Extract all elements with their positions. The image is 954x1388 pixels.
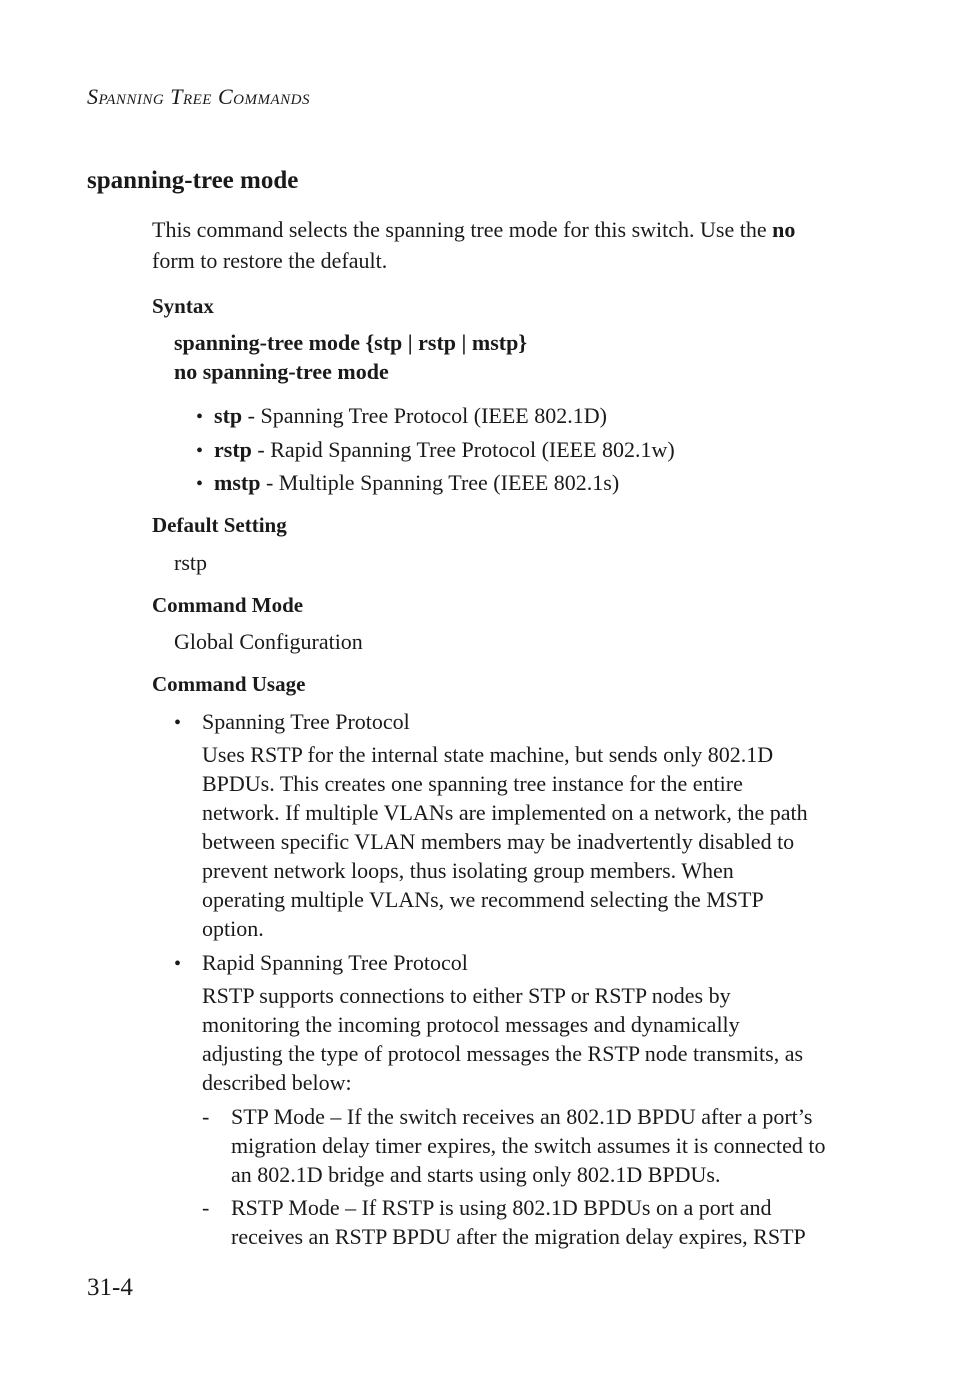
sub-bullet-1-line-2: migration delay timer expires, the switch assumes it is connected to [231,1133,826,1158]
intro-line-2: form to restore the default. [152,248,388,273]
running-head: Spanning Tree Commands [87,84,310,109]
option-desc: - Spanning Tree Protocol (IEEE 802.1D) [242,403,607,428]
usage-bullet-2 [174,948,181,980]
option-term: mstp [214,470,261,495]
usage-bullet-2-line-1: RSTP supports connections to either STP or RSTP nodes by [202,983,731,1008]
sub-bullet-2-line-1: RSTP Mode – If RSTP is using 802.1D BPDUs on a port and [231,1195,772,1220]
page-number: 31-4 [87,1274,133,1301]
command-mode-heading: Command Mode [152,593,304,617]
syntax-option-rstp [196,435,675,467]
bullet-icon: • [196,406,204,428]
usage-bullet-1-line-5: prevent network loops, thus isolating group members. When [202,858,734,883]
default-setting-value: rstp [174,550,207,575]
bullet-icon: • [196,440,204,462]
usage-bullet-1-line-2: BPDUs. This creates one spanning tree instance for the entire [202,771,743,796]
syntax-line-2: no spanning-tree mode [174,359,389,384]
command-usage-heading: Command Usage [152,672,306,696]
bullet-icon: • [174,953,182,975]
usage-bullet-1-line-4: between specific VLAN members may be inadvertently disabled to [202,829,795,854]
sub-bullet-dash-1: - [202,1104,210,1129]
usage-bullet-1 [174,707,181,739]
option-desc: - Multiple Spanning Tree (IEEE 802.1s) [260,470,620,495]
intro-line-1 [152,215,795,245]
usage-bullet-1-title: Spanning Tree Protocol [202,709,410,734]
syntax-option-stp [196,401,607,433]
usage-bullet-2-line-3: adjusting the type of protocol messages the RSTP node transmits, as [202,1041,804,1066]
option-desc: - Rapid Spanning Tree Protocol (IEEE 802.1w) [251,437,675,462]
usage-bullet-1-line-6: operating multiple VLANs, we recommend selecting the MSTP [202,887,764,912]
usage-bullet-2-line-2: monitoring the incoming protocol messages and dynamically [202,1012,740,1037]
syntax-line-1 [174,328,527,358]
intro-text: This command selects the spanning tree mode for this switch. Use the [152,217,773,242]
syntax-command: spanning-tree mode [174,330,360,355]
usage-bullet-2-title: Rapid Spanning Tree Protocol [202,950,468,975]
intro-no-keyword: no [772,217,796,242]
usage-bullet-2-line-4: described below: [202,1070,352,1095]
page-title: spanning-tree mode [87,167,299,194]
sub-bullet-dash-2: - [202,1195,210,1220]
sub-bullet-2-line-2: receives an RSTP BPDU after the migration delay expires, RSTP [231,1224,806,1249]
sub-bullet-1-line-1: STP Mode – If the switch receives an 802.1D BPDU after a port’s [231,1104,813,1129]
option-term: stp [214,403,243,428]
bullet-icon: • [174,712,182,734]
usage-bullet-1-line-3: network. If multiple VLANs are implemented on a network, the path [202,800,808,825]
syntax-arguments: {stp | rstp | mstp} [360,330,527,355]
usage-bullet-1-line-7: option. [202,916,264,941]
bullet-icon: • [196,473,204,495]
sub-bullet-1-line-3: an 802.1D bridge and starts using only 802.1D BPDUs. [231,1162,721,1187]
option-term: rstp [214,437,252,462]
syntax-heading: Syntax [152,294,214,318]
command-mode-value: Global Configuration [174,629,363,654]
syntax-option-mstp [196,468,619,500]
usage-bullet-1-line-1: Uses RSTP for the internal state machine, but sends only 802.1D [202,742,774,767]
default-setting-heading: Default Setting [152,513,287,537]
